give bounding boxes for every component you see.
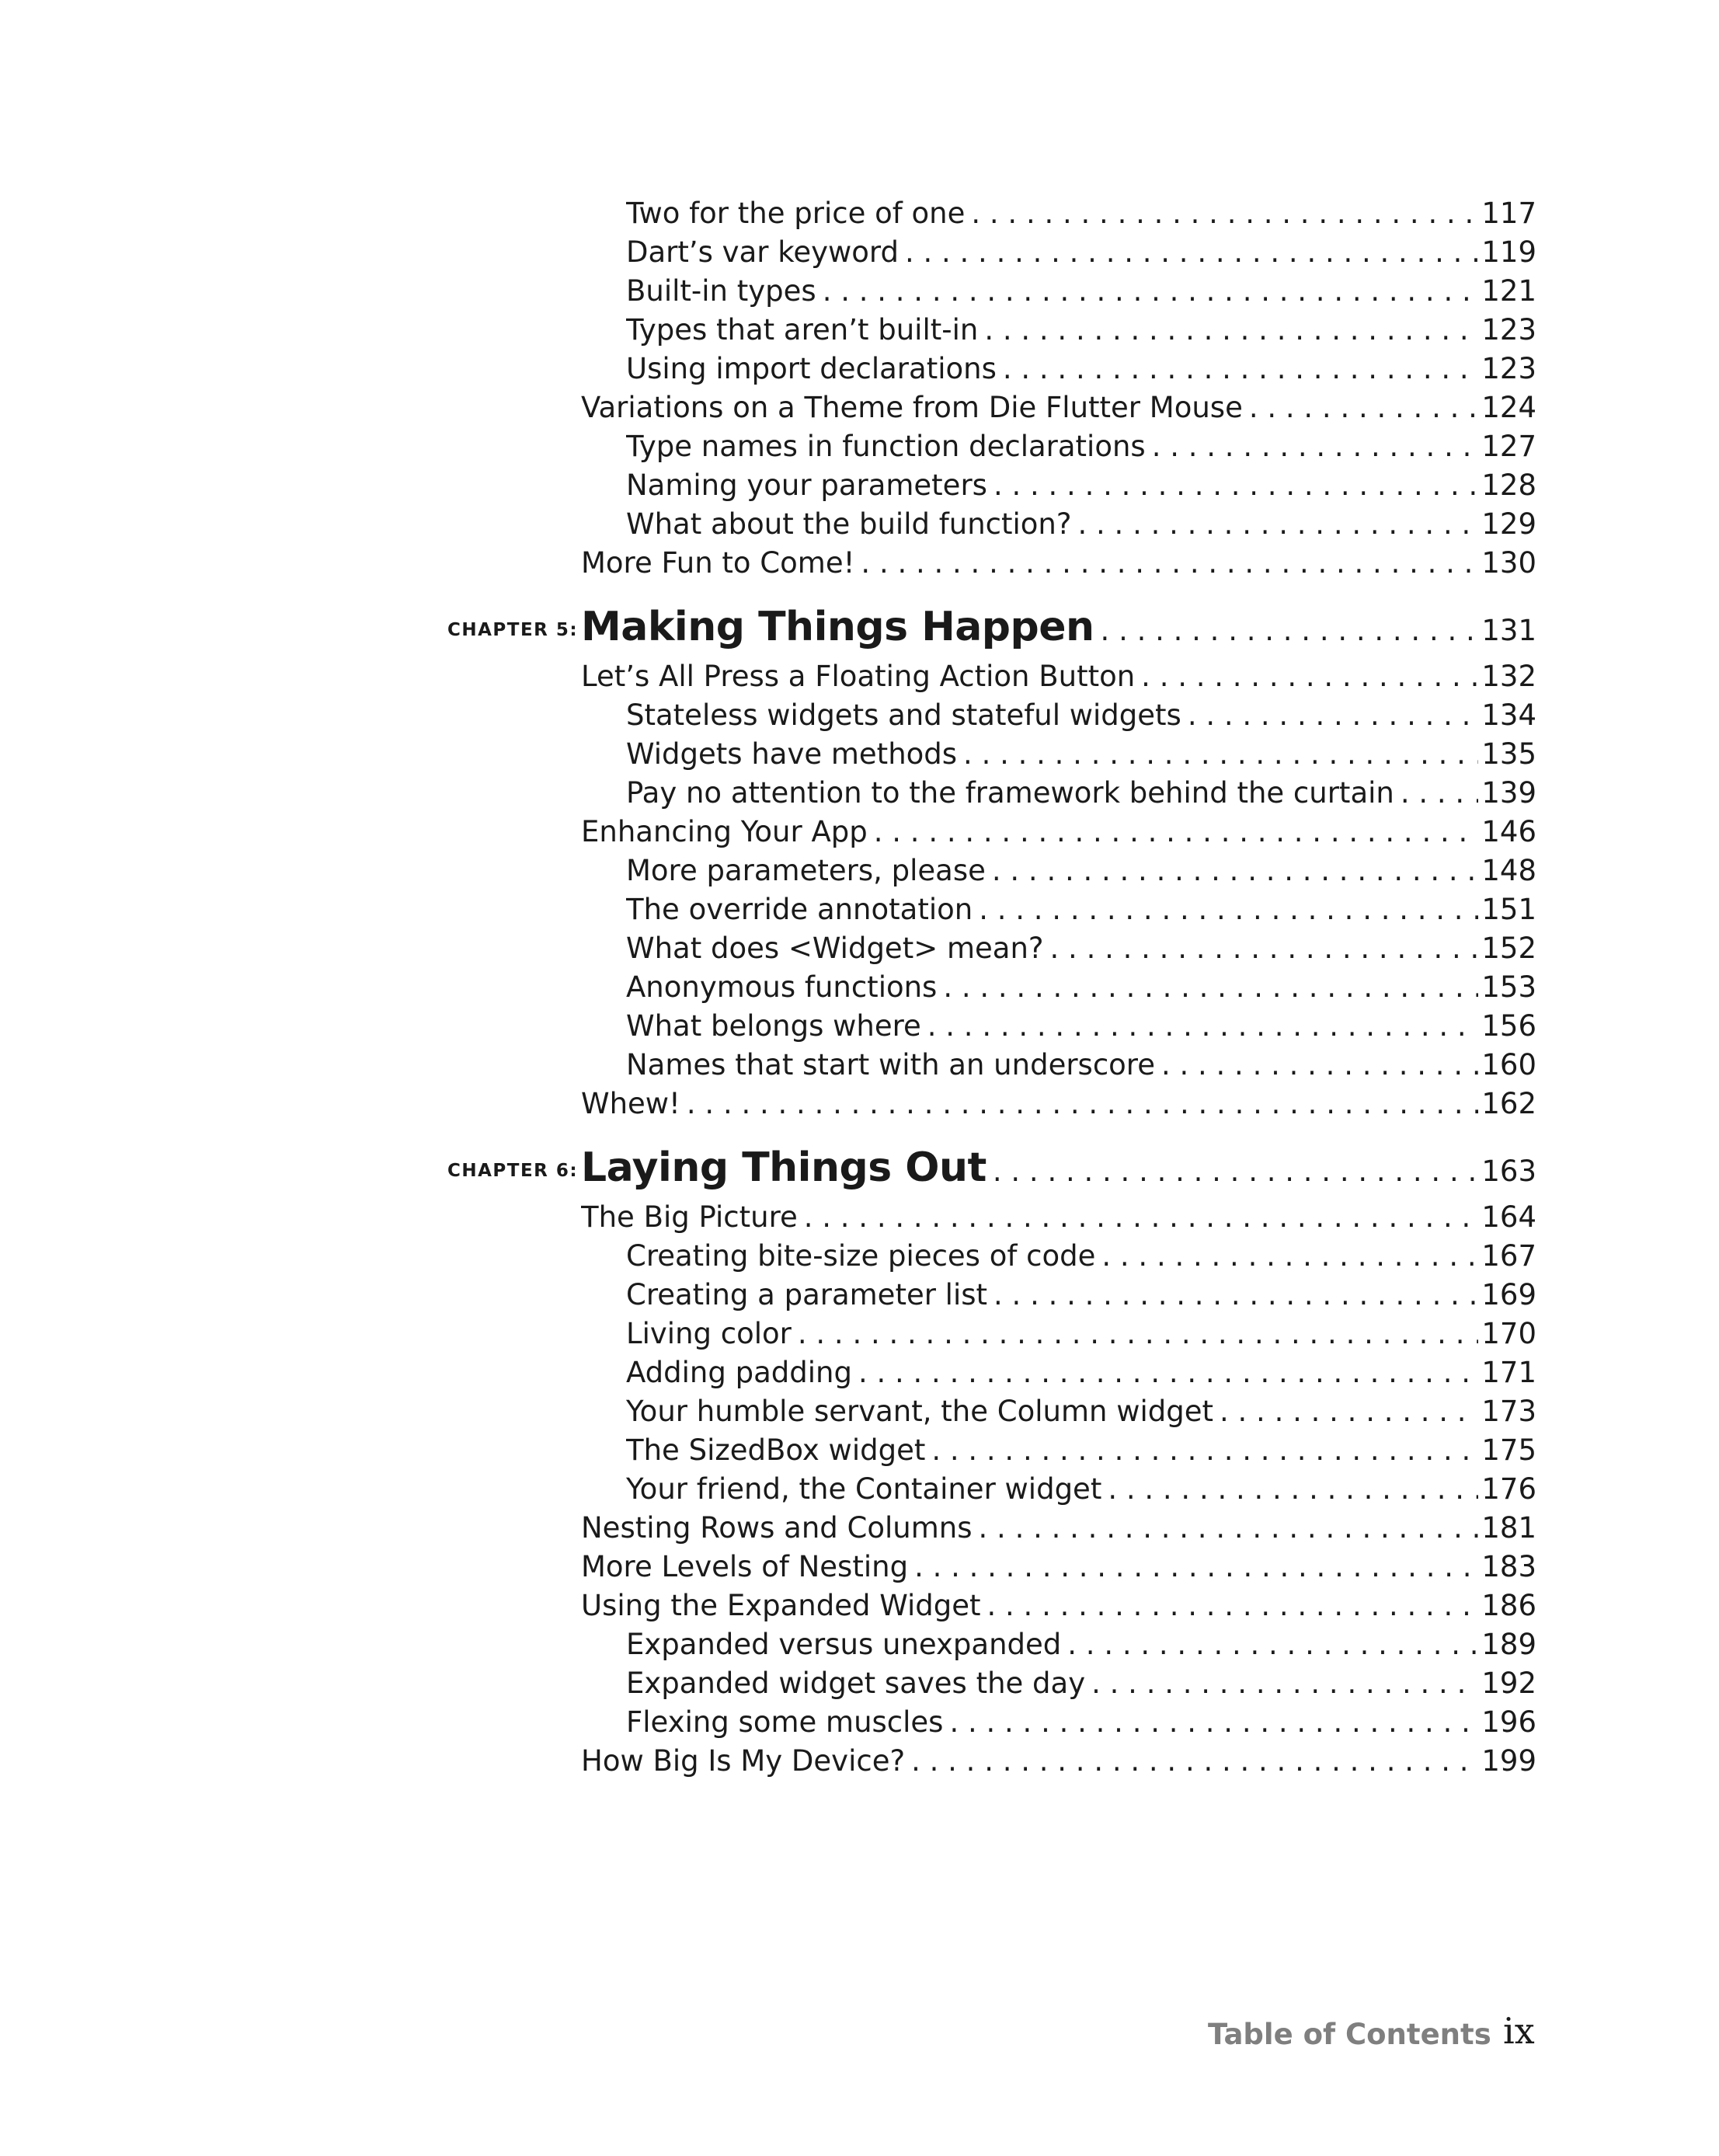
dot-leader [1161,1046,1478,1085]
chapter-label: CHAPTER 6: [447,1161,579,1181]
toc-subsection-row[interactable] [626,735,1536,774]
toc-subsection-row[interactable] [626,1625,1536,1664]
dot-leader [1220,1392,1478,1431]
entry-title: What does <Widget> mean? [626,932,1044,965]
toc-subsection-row[interactable] [626,1007,1536,1046]
toc-subsection-row[interactable] [626,1237,1536,1276]
toc-subsection-row[interactable] [626,350,1536,388]
entry-title: Creating a parameter list [626,1278,988,1311]
entry-page-number: 196 [1481,1705,1536,1739]
toc-subsection-row[interactable] [626,1703,1536,1742]
dot-leader [993,1144,1478,1195]
dot-leader [1003,350,1479,388]
entry-page-number: 169 [1481,1278,1536,1311]
entry-page-number: 117 [1481,197,1536,230]
dot-leader [979,1509,1479,1548]
dot-leader [911,1742,1478,1781]
dot-leader [687,1085,1478,1123]
entry-title: Two for the price of one [626,197,966,230]
entry-title: Stateless widgets and stateful widgets [626,698,1181,732]
dot-leader [1152,427,1479,466]
toc-section-row[interactable] [581,1587,1536,1625]
toc-chapter-row[interactable] [581,600,1536,654]
dot-leader [874,813,1479,852]
toc-section-row[interactable] [581,1198,1536,1237]
entry-title: What about the build function? [626,507,1072,541]
dot-leader [1091,1664,1478,1703]
toc-subsection-row[interactable] [626,1276,1536,1315]
dot-leader [1067,1625,1478,1664]
toc-subsection-row[interactable] [626,1664,1536,1703]
entry-page-number: 164 [1481,1200,1536,1234]
toc-subsection-row[interactable] [626,194,1536,233]
entry-title: Names that start with an underscore [626,1048,1155,1081]
entry-page-number: 121 [1481,274,1536,308]
entry-title: Adding padding [626,1356,852,1389]
entry-title: Widgets have methods [626,737,958,771]
entry-page-number: 189 [1481,1628,1536,1661]
toc-subsection-row[interactable] [626,1470,1536,1509]
toc-subsection-row[interactable] [626,233,1536,272]
chapter-title: Laying Things Out [581,1144,987,1191]
chapter-page-number: 163 [1481,1155,1536,1188]
toc-subsection-row[interactable] [626,427,1536,466]
toc-subsection-row[interactable] [626,968,1536,1007]
toc-section-row[interactable] [581,657,1536,696]
entry-page-number: 173 [1481,1395,1536,1428]
entry-page-number: 123 [1481,352,1536,385]
dot-leader [931,1431,1478,1470]
dot-leader [1050,929,1479,968]
toc-subsection-row[interactable] [626,1315,1536,1353]
toc-section-row[interactable] [581,1548,1536,1587]
toc-subsection-row[interactable] [626,311,1536,350]
running-footer-title: Table of Contents [1208,2018,1491,2051]
entry-title: Naming your parameters [626,468,987,502]
entry-title: Flexing some muscles [626,1705,944,1739]
entry-page-number: 171 [1481,1356,1536,1389]
dot-leader [992,852,1479,890]
dot-leader [861,544,1478,583]
toc-subsection-row[interactable] [626,505,1536,544]
entry-title: Expanded versus unexpanded [626,1628,1062,1661]
dot-leader [963,735,1478,774]
toc-subsection-row[interactable] [626,890,1536,929]
dot-leader [858,1353,1478,1392]
dot-leader [1108,1470,1478,1509]
entry-page-number: 186 [1481,1589,1536,1622]
entry-title: Your friend, the Container widget [626,1472,1102,1506]
entry-title: How Big Is My Device? [581,1744,906,1778]
toc-subsection-row[interactable] [626,1046,1536,1085]
dot-leader [993,466,1478,505]
entry-page-number: 132 [1481,660,1536,693]
entry-title: Let’s All Press a Floating Action Button [581,660,1136,693]
entry-title: Whew! [581,1087,680,1120]
dot-leader [987,1587,1479,1625]
entry-title: Creating bite-size pieces of code [626,1239,1096,1273]
chapter-page-number: 131 [1481,614,1536,647]
entry-title: Type names in function declarations [626,430,1146,463]
dot-leader [1078,505,1479,544]
entry-title: Living color [626,1317,792,1350]
entry-title: More Levels of Nesting [581,1550,909,1583]
dot-leader [804,1198,1479,1237]
entry-page-number: 156 [1481,1009,1536,1043]
entry-page-number: 119 [1481,235,1536,269]
entry-title: The Big Picture [581,1200,798,1234]
entry-title: Built-in types [626,274,816,308]
entry-page-number: 129 [1481,507,1536,541]
entry-title: Pay no attention to the framework behind the curtain [626,776,1394,810]
entry-page-number: 176 [1481,1472,1536,1506]
toc-subsection-row[interactable] [626,696,1536,735]
dot-leader [1101,604,1479,654]
toc-section-row[interactable] [581,1509,1536,1548]
entry-page-number: 153 [1481,970,1536,1004]
toc-subsection-row[interactable] [626,852,1536,890]
dot-leader [993,1276,1478,1315]
entry-page-number: 123 [1481,313,1536,347]
toc-subsection-row[interactable] [626,272,1536,311]
toc-subsection-row[interactable] [626,1392,1536,1431]
dot-leader [1188,696,1479,735]
entry-title: Dart’s var keyword [626,235,899,269]
dot-leader [1101,1237,1478,1276]
entry-title: Expanded widget saves the day [626,1667,1086,1700]
entry-page-number: 181 [1481,1511,1536,1545]
entry-page-number: 151 [1481,893,1536,926]
entry-title: The override annotation [626,893,973,926]
entry-title: Types that aren’t built-in [626,313,979,347]
chapter-title: Making Things Happen [581,604,1094,650]
entry-title: Your humble servant, the Column widget [626,1395,1214,1428]
dot-leader [823,272,1479,311]
toc-subsection-row[interactable] [626,929,1536,968]
entry-page-number: 152 [1481,932,1536,965]
entry-page-number: 134 [1481,698,1536,732]
entry-page-number: 199 [1481,1744,1536,1778]
entry-page-number: 175 [1481,1433,1536,1467]
dot-leader [905,233,1478,272]
entry-title: Variations on a Theme from Die Flutter Mouse [581,391,1243,424]
dot-leader [1249,388,1479,427]
dot-leader [943,968,1478,1007]
entry-page-number: 160 [1481,1048,1536,1081]
entry-page-number: 128 [1481,468,1536,502]
entry-title: More parameters, please [626,854,986,887]
toc-subsection-row[interactable] [626,774,1536,813]
dot-leader [979,890,1478,929]
entry-page-number: 127 [1481,430,1536,463]
entry-title: The SizedBox widget [626,1433,926,1467]
toc-subsection-row[interactable] [626,1431,1536,1470]
toc-section-row[interactable] [581,388,1536,427]
dot-leader [1141,657,1478,696]
page-number: ix [1503,2010,1535,2052]
entry-page-number: 130 [1481,546,1536,580]
toc-subsection-row[interactable] [626,466,1536,505]
entry-title: What belongs where [626,1009,921,1043]
toc-section-row[interactable] [581,1742,1536,1781]
dot-leader [798,1315,1478,1353]
entry-page-number: 146 [1481,815,1536,848]
entry-page-number: 183 [1481,1550,1536,1583]
toc-section-row[interactable] [581,544,1536,583]
entry-title: More Fun to Come! [581,546,855,580]
entry-page-number: 135 [1481,737,1536,771]
entry-title: Using the Expanded Widget [581,1589,981,1622]
toc-section-row[interactable] [581,813,1536,852]
entry-page-number: 148 [1481,854,1536,887]
entry-page-number: 170 [1481,1317,1536,1350]
dot-leader [1401,774,1479,813]
entry-page-number: 192 [1481,1667,1536,1700]
entry-page-number: 124 [1481,391,1536,424]
entry-page-number: 139 [1481,776,1536,810]
entry-page-number: 162 [1481,1087,1536,1120]
entry-title: Nesting Rows and Columns [581,1511,973,1545]
entry-page-number: 167 [1481,1239,1536,1273]
dot-leader [949,1703,1478,1742]
toc-chapter-row[interactable] [581,1141,1536,1195]
dot-leader [984,311,1478,350]
entry-title: Enhancing Your App [581,815,868,848]
entry-title: Using import declarations [626,352,997,385]
toc-section-row[interactable] [581,1085,1536,1123]
dot-leader [971,194,1478,233]
entry-title: Anonymous functions [626,970,938,1004]
chapter-label: CHAPTER 5: [447,620,579,640]
dot-leader [927,1007,1479,1046]
dot-leader [914,1548,1478,1587]
toc-subsection-row[interactable] [626,1353,1536,1392]
